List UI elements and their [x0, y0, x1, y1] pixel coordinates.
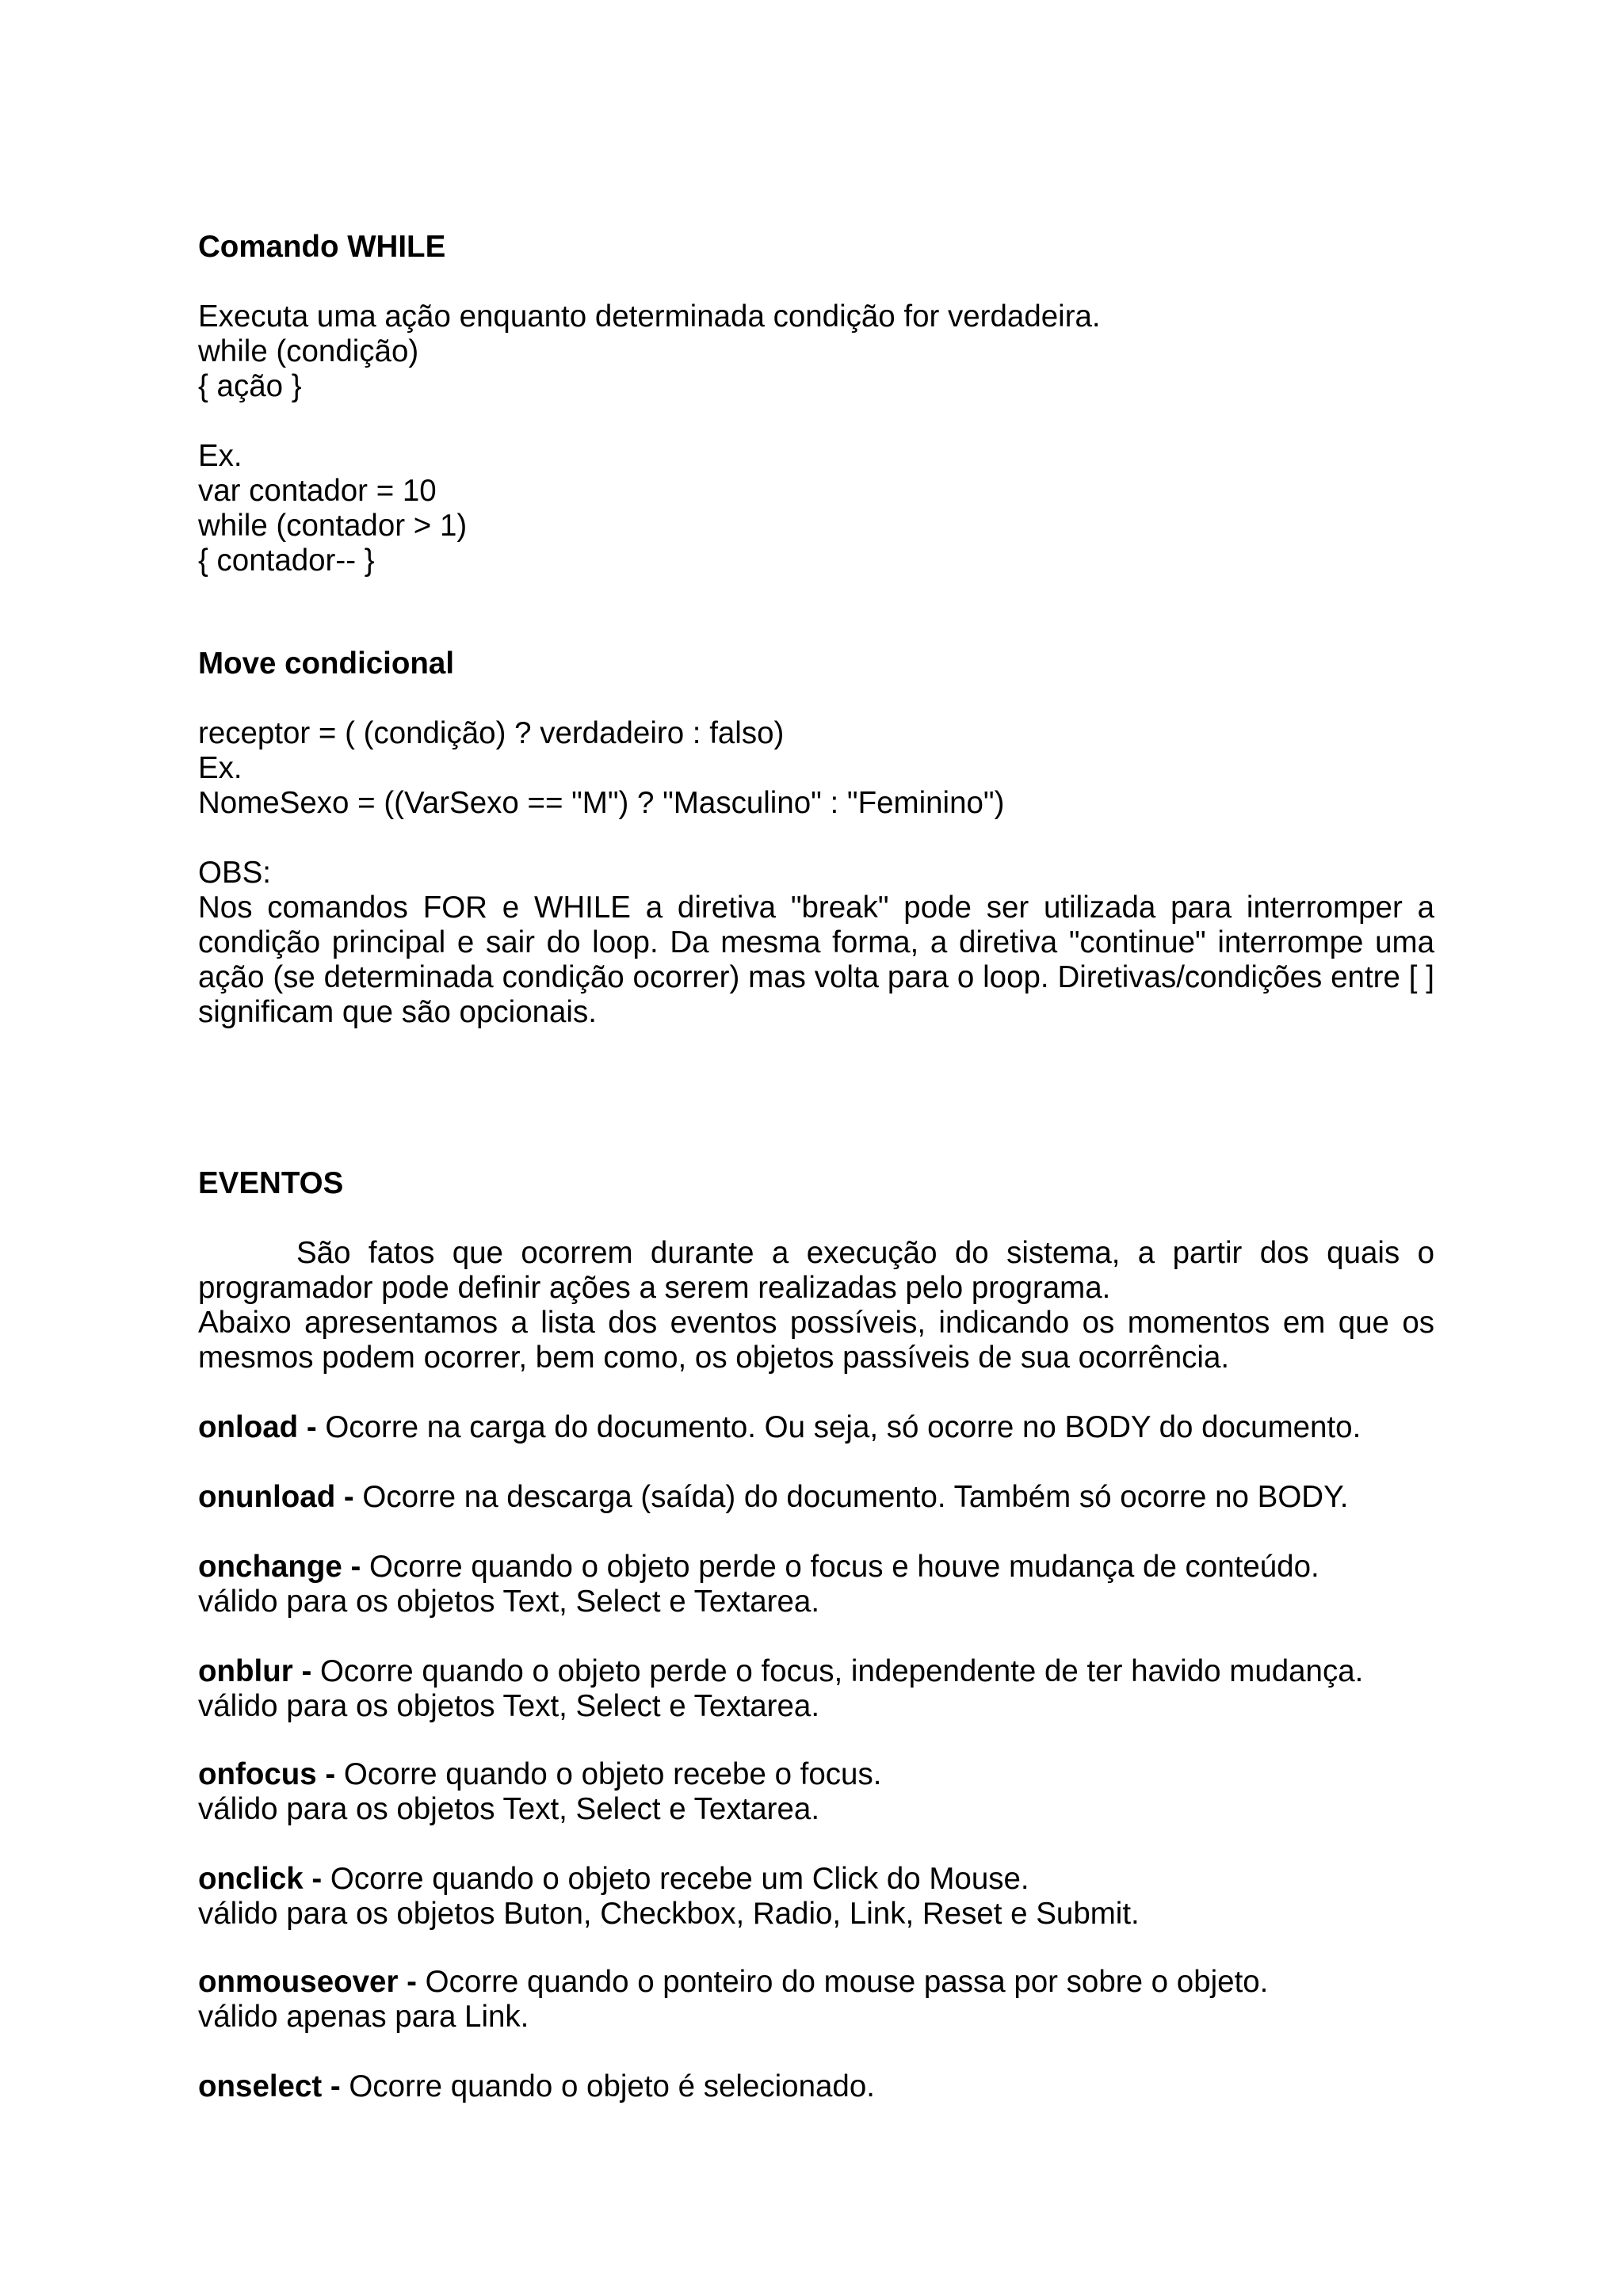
obs-line: condição principal e sair do loop. Da mesma forma, a diretiva "continue" interrompe uma — [198, 925, 1434, 959]
events-heading: EVENTOS — [198, 1166, 344, 1200]
event-name: onclick - — [198, 1862, 323, 1896]
while-syntax-line: while (condição) — [198, 334, 419, 368]
event-valid-objects: válido para os objetos Buton, Checkbox, Radio, Link, Reset e Submit. — [198, 1897, 1140, 1931]
events-list-line: Abaixo apresentamos a lista dos eventos possíveis, indicando os momentos em que os — [198, 1306, 1434, 1340]
while-description: Executa uma ação enquanto determinada condição for verdadeira. — [198, 299, 1101, 334]
events-intro-line: São fatos que ocorrem durante a execução do sistema, a partir dos quais o — [296, 1236, 1434, 1270]
obs-line: ação (se determinada condição ocorrer) mas volta para o loop. Diretivas/condições entre [ ] — [198, 960, 1434, 994]
event-entry-onclick — [198, 1862, 1029, 1897]
event-name: onunload - — [198, 1480, 354, 1514]
move-syntax: receptor = ( (condição) ? verdadeiro : falso) — [198, 716, 785, 750]
event-entry-onunload — [198, 1480, 1348, 1515]
obs-line: Nos comandos FOR e WHILE a diretiva "break" pode ser utilizada para interromper a — [198, 891, 1434, 925]
while-example-label: Ex. — [198, 439, 242, 473]
event-description: Ocorre na carga do documento. Ou seja, só ocorre no BODY do documento. — [316, 1410, 1361, 1444]
event-entry-onfocus — [198, 1757, 881, 1792]
obs-label: OBS: — [198, 856, 272, 890]
while-example-line: { contador-- } — [198, 543, 375, 578]
move-heading: Move condicional — [198, 646, 455, 681]
event-name: onload - — [198, 1410, 317, 1444]
event-entry-onload — [198, 1410, 1361, 1445]
document-page — [198, 0, 1434, 2296]
event-name: onfocus - — [198, 1757, 336, 1791]
move-example-label: Ex. — [198, 751, 242, 785]
obs-line: significam que são opcionais. — [198, 995, 597, 1029]
while-example-line: var contador = 10 — [198, 474, 437, 508]
event-valid-objects: válido apenas para Link. — [198, 2000, 529, 2034]
event-description: Ocorre quando o objeto recebe um Click do Mouse. — [322, 1862, 1029, 1896]
event-entry-onchange — [198, 1550, 1319, 1585]
event-entry-onmouseover — [198, 1965, 1268, 2000]
while-heading: Comando WHILE — [198, 230, 446, 264]
while-example-line: while (contador > 1) — [198, 509, 468, 543]
event-name: onchange - — [198, 1550, 361, 1584]
events-intro-line: programador pode definir ações a serem realizadas pelo programa. — [198, 1271, 1111, 1305]
event-valid-objects: válido para os objetos Text, Select e Textarea. — [198, 1585, 820, 1619]
event-entry-onselect — [198, 2069, 875, 2104]
event-description: Ocorre quando o objeto perde o focus, independente de ter havido mudança. — [311, 1654, 1364, 1688]
event-description: Ocorre quando o objeto perde o focus e houve mudança de conteúdo. — [361, 1550, 1319, 1584]
event-name: onmouseover - — [198, 1965, 417, 1999]
event-valid-objects: válido para os objetos Text, Select e Textarea. — [198, 1689, 820, 1723]
event-name: onblur - — [198, 1654, 312, 1688]
event-description: Ocorre quando o ponteiro do mouse passa por sobre o objeto. — [416, 1965, 1269, 1999]
event-name: onselect - — [198, 2069, 341, 2103]
event-valid-objects: válido para os objetos Text, Select e Textarea. — [198, 1792, 820, 1826]
event-entry-onblur — [198, 1654, 1363, 1689]
event-description: Ocorre quando o objeto recebe o focus. — [335, 1757, 882, 1791]
event-description: Ocorre na descarga (saída) do documento. Também só ocorre no BODY. — [353, 1480, 1349, 1514]
while-syntax-line: { ação } — [198, 369, 302, 403]
event-description: Ocorre quando o objeto é selecionado. — [340, 2069, 875, 2103]
move-example: NomeSexo = ((VarSexo == "M") ? "Masculino" : "Feminino") — [198, 786, 1005, 820]
events-list-line: mesmos podem ocorrer, bem como, os objetos passíveis de sua ocorrência. — [198, 1341, 1230, 1375]
